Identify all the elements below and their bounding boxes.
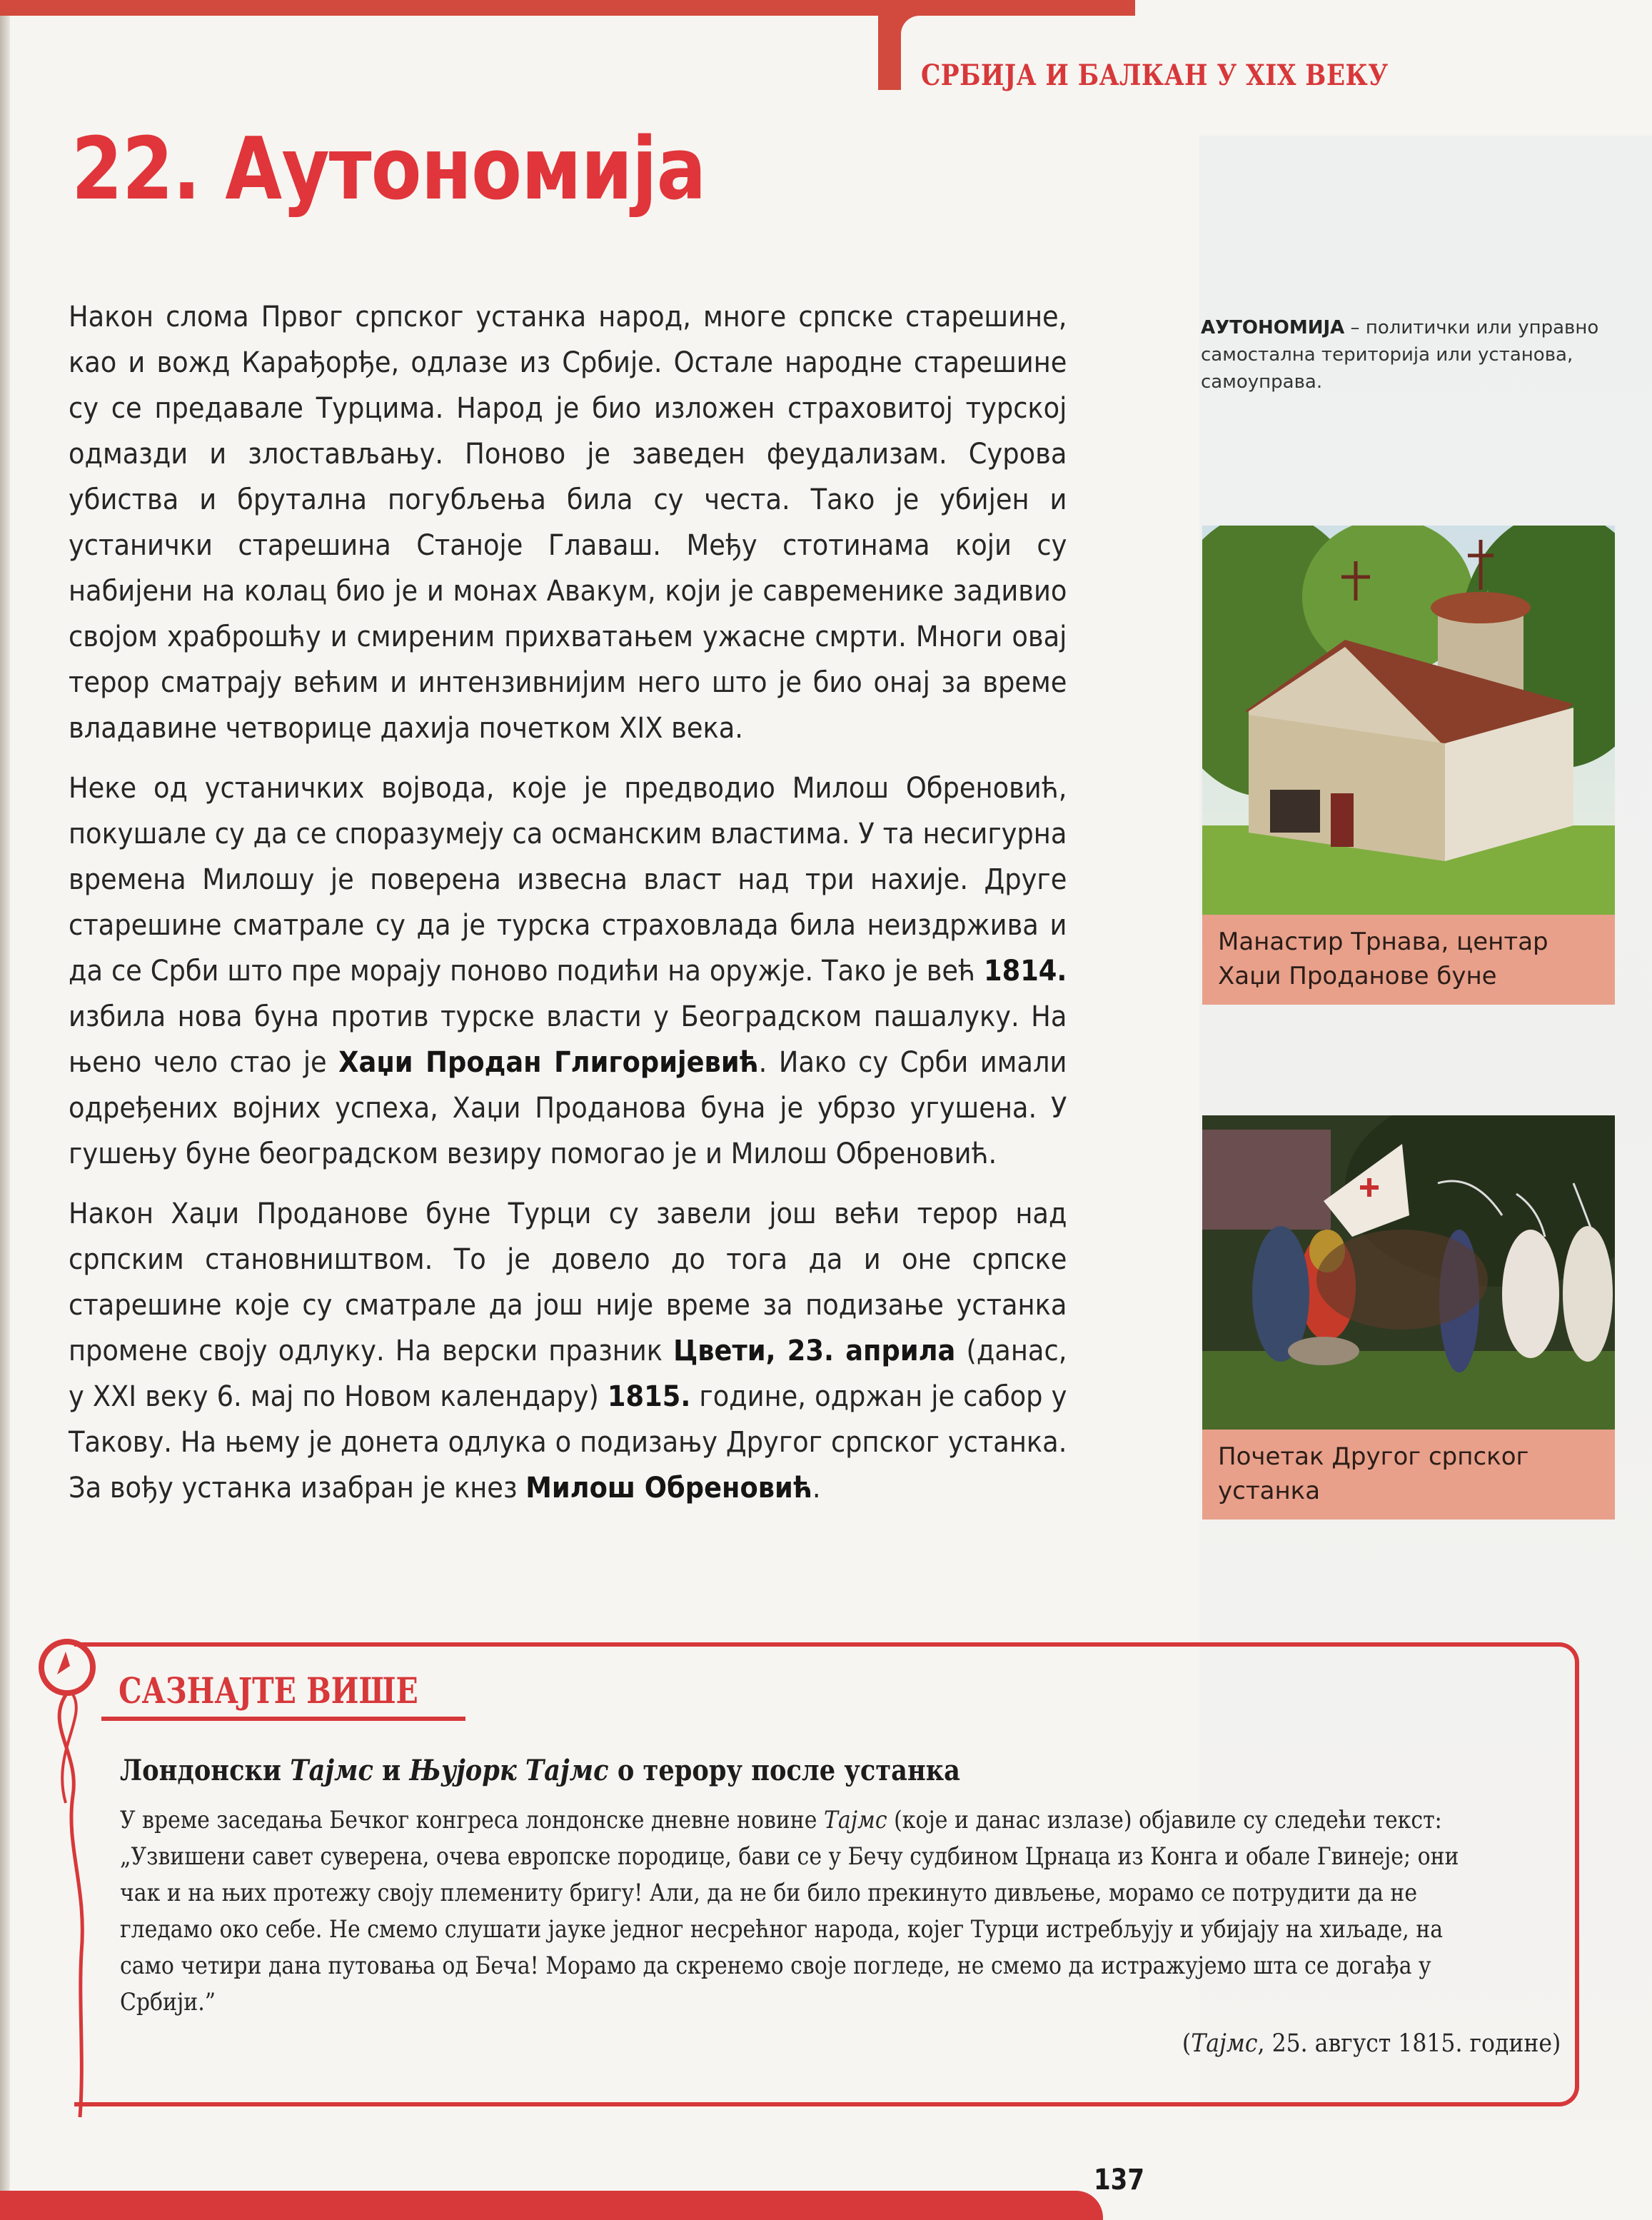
bold-year: 1814.: [983, 955, 1067, 988]
newspaper-title: Тајмс: [1190, 2029, 1258, 2058]
glossary-entry: [1201, 314, 1629, 396]
quote-source: [1182, 2029, 1561, 2058]
text-run: .: [812, 1472, 821, 1505]
text-run: . Иако су Срби имали одређених војних успеха, Хаџи Продановa буна је убрзо угушена. У гушењу буне београдском везиру помогао је и Милош Обреновић.: [69, 1046, 1067, 1170]
monastery-photo-icon: [1202, 526, 1615, 915]
monastery-photo: [1202, 526, 1615, 915]
monastery-caption: Манастир Трнава, центар Хаџи Проданове буне: [1202, 915, 1615, 1005]
newspaper-title: Тајмс: [290, 1754, 373, 1787]
text-run: године, одржан је сабор у Такову. На њему је донета одлука о подизању Другог српског устанка. За вођу устанка изабран је кнез: [69, 1380, 1067, 1505]
bold-name: Милош Обреновић: [525, 1472, 812, 1505]
figure-monastery: [1202, 526, 1615, 1005]
glossary-definition: – политички или управно самостална територија или установа, самоуправа.: [1201, 317, 1599, 393]
page-binding-edge: [0, 0, 10, 2220]
text-run: У време заседања Бечког конгреса лондонске дневне новине: [120, 1806, 824, 1834]
lesson-title: 22. Аутономија: [71, 120, 706, 219]
section-label: СРБИЈА И БАЛКАН У XIX ВЕКУ: [921, 59, 1389, 92]
paragraph-1: Након слома Првог српског устанка народ, многе српске старешине, као и вожд Карађорђе, одлазе из Србије. Остале народне старешине су се предавале Турцима. Народ је био изложен страховитој турској одмазди и злостављању. Поново је заведен феудализам. Сурова убиства и брутална погубљења била су честа. Тако је убијен и устанички старешина Станоје Главаш. Међу стотинама који су набијени на колац био је и монах Авакум, који је савременике задивио својом храброшћу и смиреним прихватањем ужасне смрти. Многи овај терор сматрају већим и интензивнијим него што је био онај за време владавине четворице дахија почетком XIX века.: [69, 301, 1067, 745]
uprising-painting-icon: [1202, 1115, 1615, 1430]
learn-more-subtitle: [120, 1754, 960, 1787]
text-run: избила нова буна против турске власти у Београдском пашалуку. На њено чело стао је: [69, 1000, 1067, 1079]
ribbon-arrow-icon: [37, 1632, 116, 2131]
glossary-term: АУТОНОМИЈА: [1201, 317, 1345, 338]
text-run: Након Хаџи Проданове буне Турци су завели још већи терор над српским становништвом. То је довело до тога да и оне српске старешине које су сматрале да још није време за подизање устанка промене своју одлуку. На верски празник: [69, 1197, 1067, 1367]
text-run: о терору после устанка: [608, 1754, 960, 1787]
text-run: и: [373, 1754, 410, 1787]
newspaper-title: Тајмс: [823, 1806, 887, 1834]
main-text: [69, 294, 1067, 1525]
text-run: (данас, у XXI веку 6. мај по Новом календару): [69, 1335, 1067, 1413]
bold-year: 1815.: [607, 1380, 691, 1413]
learn-more-heading: САЗНАЈТЕ ВИШЕ: [119, 1669, 418, 1712]
uprising-painting: [1202, 1115, 1615, 1430]
learn-more-body: [120, 1802, 1471, 2021]
bottom-red-band: [0, 2191, 1103, 2220]
paragraph-2: [69, 765, 1067, 1177]
paragraph-3: [69, 1191, 1067, 1511]
text-run: (: [1182, 2029, 1191, 2058]
learn-more-underline: [101, 1717, 465, 1721]
bold-name: Хаџи Продан Глигоријевић: [338, 1046, 759, 1079]
figure-uprising: [1202, 1115, 1615, 1520]
text-run: Неке од устаничких војвода, које је предводио Милош Обреновић, покушале су да се споразумеју са османским властима. У та несигурна времена Милошу је поверена извесна власт над три нахије. Друге старешине сматрале су да је турска страховлада била неиздржива и да се Срби што пре морају поново подићи на оружје. Тако је већ: [69, 772, 1067, 988]
text-run: (које и данас излазе) објавиле су следећи текст: „Узвишени савет суверена, очева европске породице, бави се у Бечу судбином Црнаца из Конга и обале Гвинеје; они чак и на њих протежу своју племениту бригу! Али, да не би било прекинуто дивљење, морамо се потрудити да не гледамо око себе. Не смемо слушати јауке једног несрећног народа, којег Турци истребљују и убијају на хиљаде, на само четири дана путовања од Беча! Морамо да скренемо своје погледе, не смемо да истражујемо шта се догађа у Србији.”: [120, 1806, 1459, 2016]
text-run: , 25. август 1815. године): [1257, 2029, 1561, 2058]
bold-date: Цвети, 23. априла: [673, 1335, 956, 1367]
newspaper-title: Њујорк Тајмс: [409, 1754, 609, 1787]
uprising-caption: Почетак Другог српског устанка: [1202, 1430, 1615, 1520]
page-number: 137: [1094, 2164, 1144, 2196]
text-run: Лондонски: [120, 1754, 291, 1787]
